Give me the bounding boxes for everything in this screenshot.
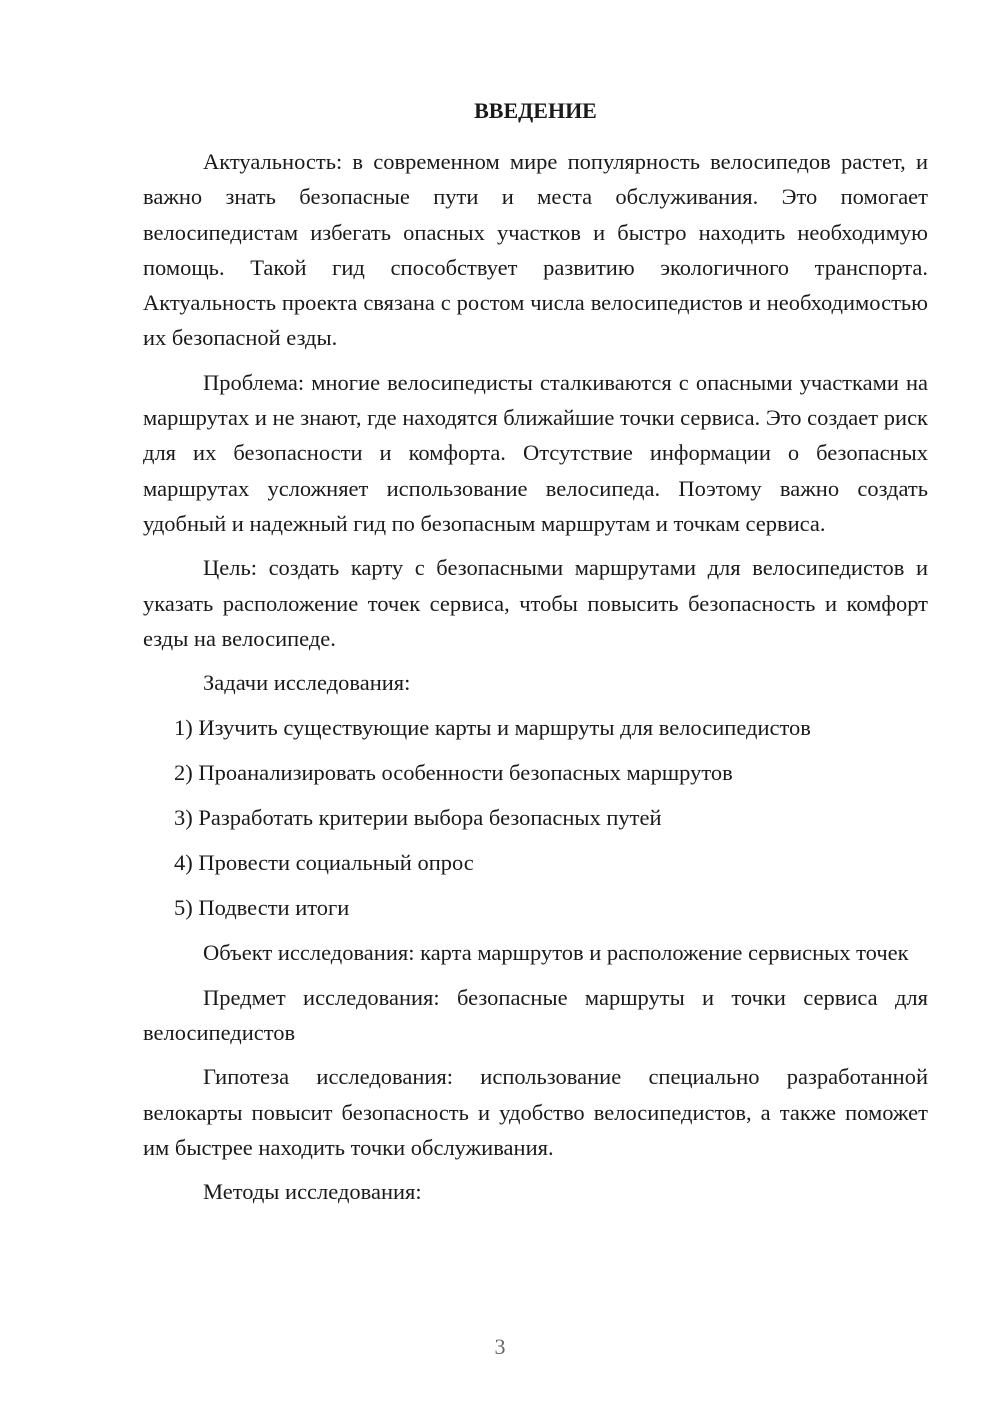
task-item: 5) Подвести итоги [174,895,350,921]
relevance-paragraph: Актуальность: в современном мире популярность велосипедов растет, и важно знать безопасные пути и места обслуживания. Это помогает велосипедистам избегать опасных участков и быстро находить необходимую помощь. Такой гид способствует развитию экологичного транспорта. Актуальность проекта связана с ростом числа велосипедистов и необходимостью их безопасной езды. [143,149,928,351]
page-number: 3 [494,1334,506,1359]
subject-paragraph: Предмет исследования: безопасные маршруты и точки сервиса для велосипедистов [143,984,928,1045]
task-item: 1) Изучить существующие карты и маршруты для велосипедистов [174,715,811,741]
section-title: ВВЕДЕНИЕ [474,98,597,123]
object-paragraph: Объект исследования: карта маршрутов и расположение сервисных точек [203,940,909,966]
task-item: 4) Провести социальный опрос [174,850,474,876]
document-page [143,96,928,1219]
methods-heading: Методы исследования: [203,1179,422,1205]
hypothesis-paragraph: Гипотеза исследования: использование специально разработанной велокарты повысит безопасность и удобство велосипедистов, а также поможет им быстрее находить точки обслуживания. [143,1064,928,1160]
problem-paragraph: Проблема: многие велосипедисты сталкиваются с опасными участками на маршрутах и не знают, где находятся ближайшие точки сервиса. Это создает риск для их безопасности и комфорта. Отсутствие информации о безопасных маршрутах усложняет использование велосипеда. Поэтому важно создать удобный и надежный гид по безопасным маршрутам и точкам сервиса. [143,369,928,536]
tasks-list [143,710,928,925]
task-item: 3) Разработать критерии выбора безопасных путей [174,805,662,831]
goal-paragraph: Цель: создать карту с безопасными маршрутами для велосипедистов и указать расположение точек сервиса, чтобы повысить безопасность и комфорт езды на велосипеде. [143,555,928,651]
task-item: 2) Проанализировать особенности безопасных маршрутов [174,760,733,786]
tasks-heading: Задачи исследования: [203,670,411,696]
